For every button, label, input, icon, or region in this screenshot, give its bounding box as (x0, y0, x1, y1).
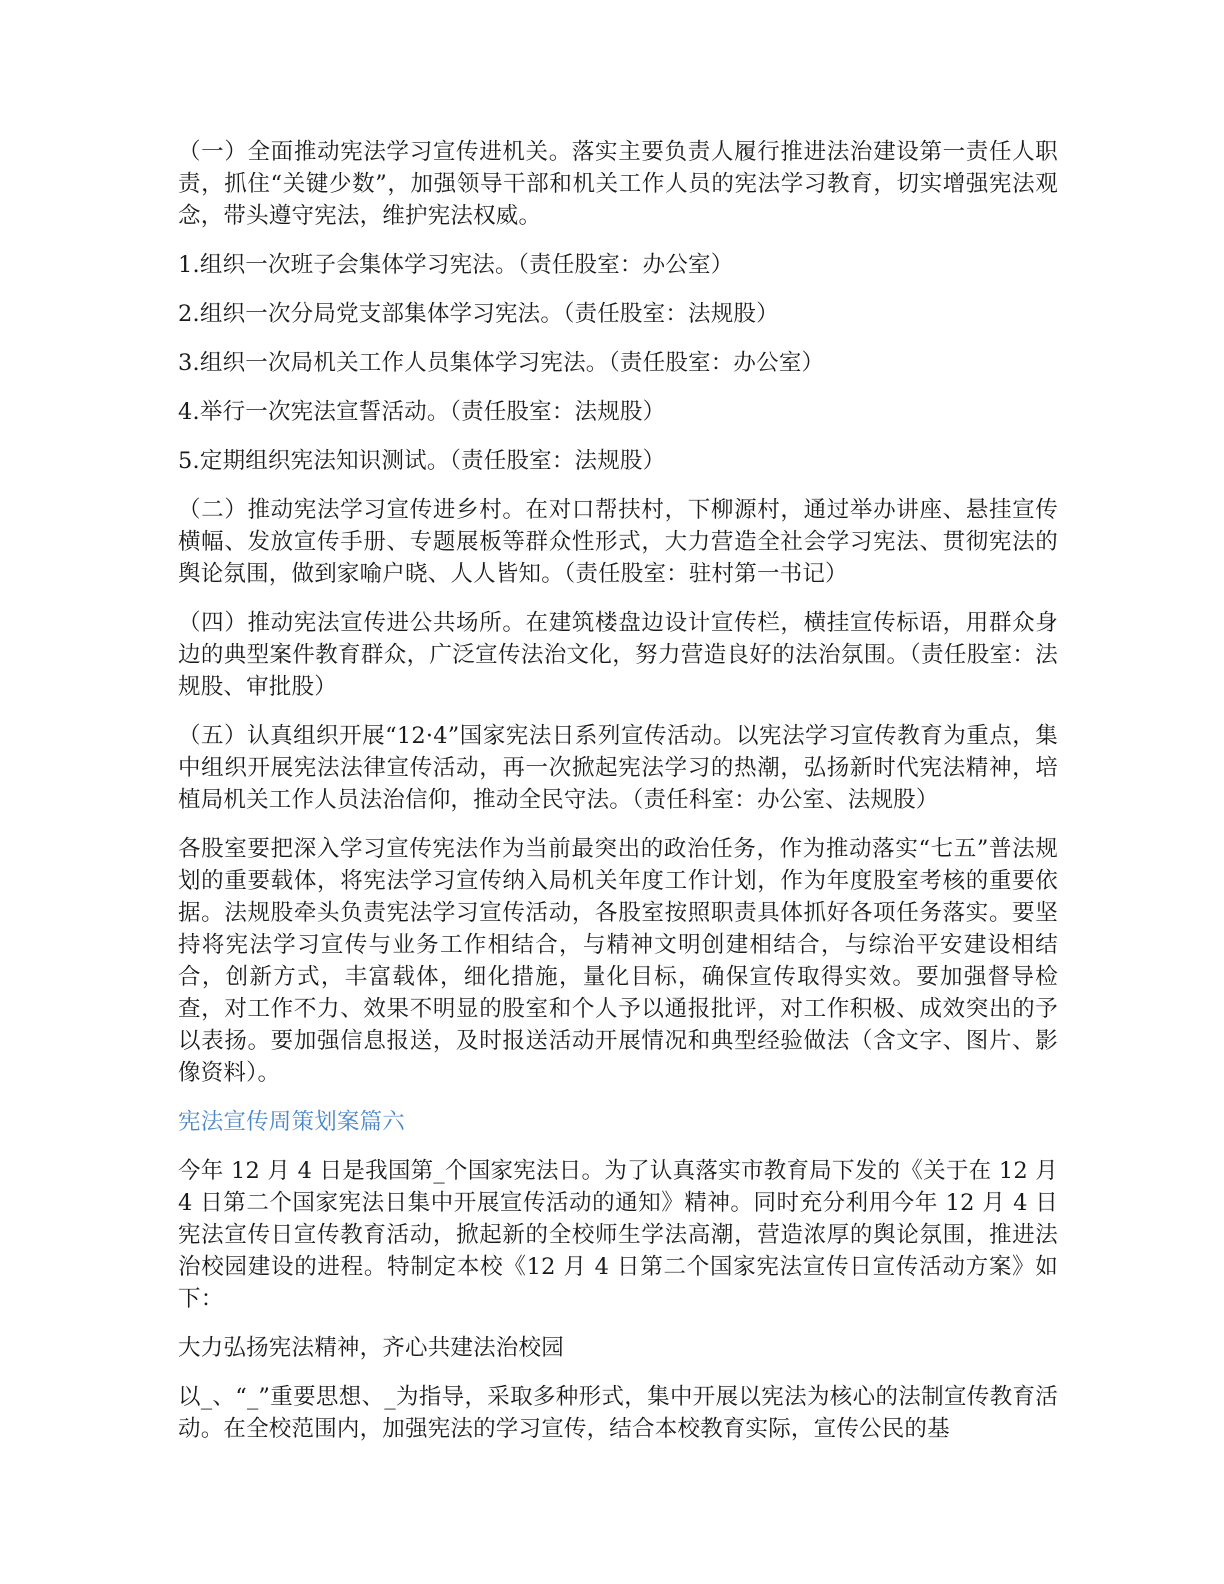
paragraph-requirements: 各股室要把深入学习宣传宪法作为当前最突出的政治任务，作为推动落实“七五”普法规划的重要载体，将宪法学习宣传纳入局机关年度工作计划，作为年度股室考核的重要依据。法规股牵头负责宪法学习宣传活动，各股室按照职责具体抓好各项任务落实。要坚持将宪法学习宣传与业务工作相结合，与精神文明创建相结合，与综治平安建设相结合，创新方式，丰富载体，细化措施，量化目标，确保宣传取得实效。要加强督导检查，对工作不力、效果不明显的股室和个人予以通报批评，对工作积极、成效突出的予以表扬。要加强信息报送，及时报送活动开展情况和典型经验做法（含文字、图片、影像资料）。 (178, 836, 1058, 1086)
list-item: 5.定期组织宪法知识测试。（责任股室：法规股） (178, 448, 666, 474)
list-item: 2.组织一次分局党支部集体学习宪法。（责任股室：法规股） (178, 301, 779, 327)
paragraph-public-places: （四）推动宪法宣传进公共场所。在建筑楼盘边设计宣传栏，横挂宣传标语，用群众身边的典型案件教育群众，广泛宣传法治文化，努力营造良好的法治氛围。（责任股室：法规股、审批股） (178, 610, 1058, 700)
paragraph-constitution-day: （五）认真组织开展“12·4”国家宪法日系列宣传活动。以宪法学习宣传教育为重点，集中组织开展宪法法律宣传活动，再一次掀起宪法学习的热潮，弘扬新时代宪法精神，培植局机关工作人员法治信仰，推动全民守法。（责任科室：办公室、法规股） (178, 723, 1058, 813)
section-heading: 宪法宣传周策划案篇六 (178, 1109, 406, 1135)
paragraph-organs: （一）全面推动宪法学习宣传进机关。落实主要负责人履行推进法治建设第一责任人职责，抓住“关键少数”，加强领导干部和机关工作人员的宪法学习教育，切实增强宪法观念，带头遵守宪法，维护宪法权威。 (178, 139, 1058, 229)
paragraph-theme: 大力弘扬宪法精神，齐心共建法治校园 (178, 1335, 564, 1361)
paragraph-guidance: 以_、“_”重要思想、_为指导，采取多种形式，集中开展以宪法为核心的法制宣传教育活动。在全校范围内，加强宪法的学习宣传，结合本校教育实际，宣传公民的基 (178, 1384, 1058, 1442)
document-page (178, 136, 1058, 1462)
list-item: 1.组织一次班子会集体学习宪法。（责任股室：办公室） (178, 252, 734, 278)
list-item: 4.举行一次宪法宣誓活动。（责任股室：法规股） (178, 399, 666, 425)
paragraph-intro: 今年 12 月 4 日是我国第_个国家宪法日。为了认真落实市教育局下发的《关于在 12 月 4 日第二个国家宪法日集中开展宣传活动的通知》精神。同时充分利用今年 12 月 4 日宪法宣传日宣传教育活动，掀起新的全校师生学法高潮，营造浓厚的舆论氛围，推进法治校园建设的进程。特制定本校《12 月 4 日第二个国家宪法宣传日宣传活动方案》如下： (178, 1158, 1058, 1312)
paragraph-village: （二）推动宪法学习宣传进乡村。在对口帮扶村，下柳源村，通过举办讲座、悬挂宣传横幅、发放宣传手册、专题展板等群众性形式，大力营造全社会学习宪法、贯彻宪法的舆论氛围，做到家喻户晓、人人皆知。（责任股室：驻村第一书记） (178, 497, 1058, 587)
list-item: 3.组织一次局机关工作人员集体学习宪法。（责任股室：办公室） (178, 350, 825, 376)
